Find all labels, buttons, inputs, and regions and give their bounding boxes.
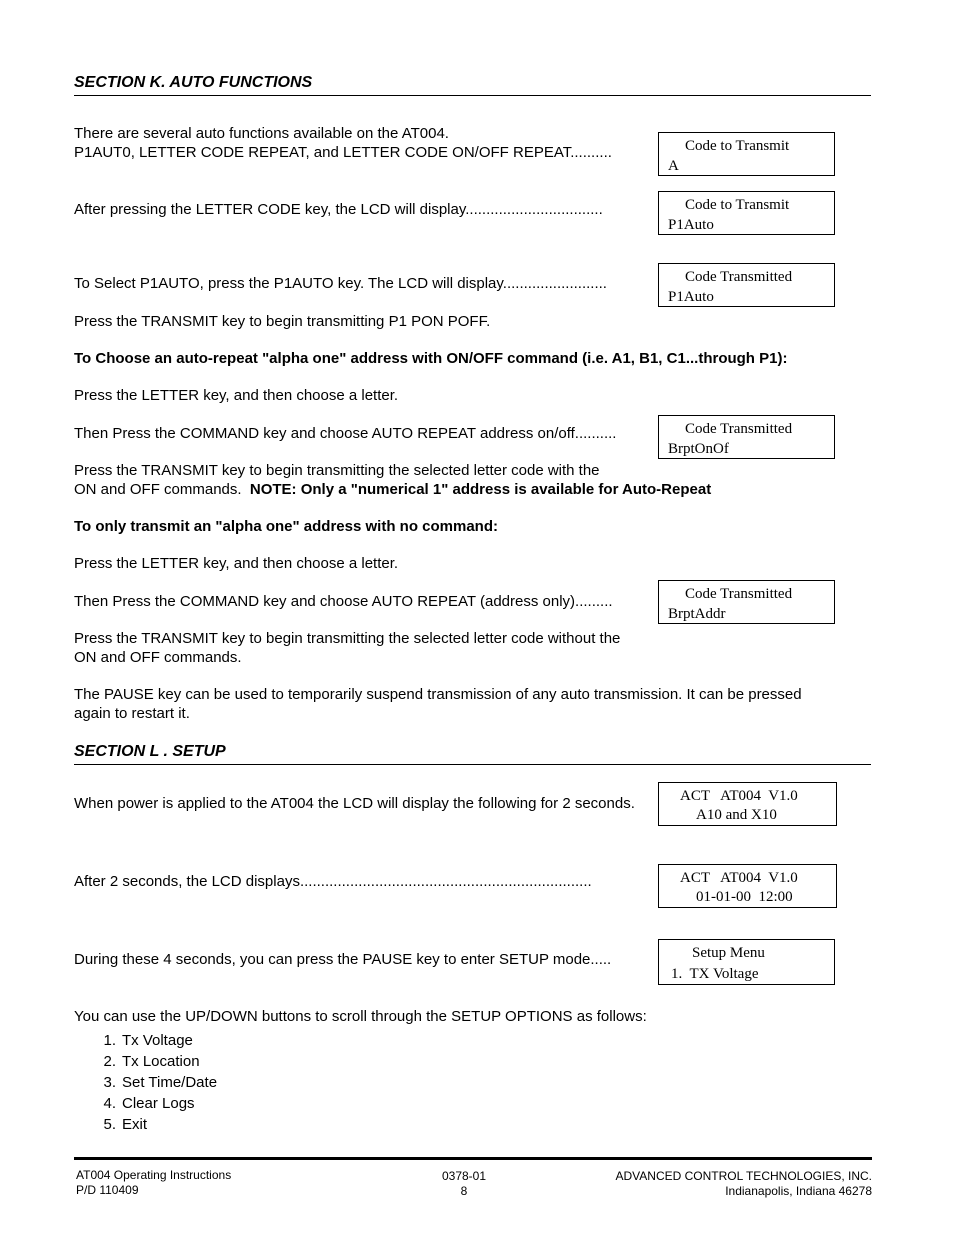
lcd-line2: P1Auto [668, 217, 714, 233]
power-on-paragraph: When power is applied to the AT004 the LCD will display the following for 2 seconds. [74, 795, 635, 812]
footer-doc-number: 0378-01 [441, 1169, 487, 1183]
list-item-label: Tx Voltage [122, 1032, 193, 1049]
after-2-seconds-paragraph: After 2 seconds, the LCD displays...................................................................... [74, 873, 592, 890]
pause-key-line1: The PAUSE key can be used to temporarily suspend transmission of any auto transmission. It can be pressed [74, 686, 802, 703]
lcd-display-code-to-transmit-a [658, 132, 835, 176]
lcd-display-brptonof [658, 415, 835, 459]
list-item-label: Tx Location [122, 1053, 200, 1070]
lcd-line1: Code Transmitted [685, 269, 793, 285]
lcd-line2: BrptAddr [668, 606, 726, 622]
enter-setup-paragraph: During these 4 seconds, you can press the PAUSE key to enter SETUP mode..... [74, 951, 612, 968]
footer-rule [74, 1157, 872, 1160]
lcd-display-date-time [658, 864, 837, 908]
select-p1auto-paragraph: To Select P1AUTO, press the P1AUTO key. The LCD will display......................... [74, 275, 607, 292]
list-item-label: Set Time/Date [122, 1074, 218, 1091]
lcd-line1: Code Transmitted [685, 421, 793, 437]
section-l-rule [74, 764, 871, 765]
lcd-line1: ACT AT004 V1.0 [680, 870, 798, 886]
lcd-line1: Code to Transmit [685, 138, 790, 154]
list-item [92, 1094, 392, 1115]
footer-doc-title: AT004 Operating Instructions [76, 1168, 232, 1182]
auto-repeat-address-paragraph: Then Press the COMMAND key and choose AUTO REPEAT (address only)......... [74, 593, 613, 610]
lcd-display-code-transmitted-p1auto [658, 263, 835, 307]
footer-company-address: Indianapolis, Indiana 46278 [725, 1184, 872, 1198]
list-item-number: 3. [103, 1074, 116, 1091]
list-item-label: Clear Logs [122, 1095, 195, 1112]
list-item [92, 1031, 392, 1052]
transmit-p1-paragraph: Press the TRANSMIT key to begin transmitting P1 PON POFF. [74, 313, 491, 330]
list-item-number: 5. [103, 1116, 116, 1133]
footer-page-number: 8 [460, 1184, 468, 1198]
transmit-onoff-line1: Press the TRANSMIT key to begin transmitting the selected letter code with the [74, 462, 600, 479]
lcd-line2: A10 and X10 [696, 807, 777, 823]
setup-options-intro: You can use the UP/DOWN buttons to scroll through the SETUP OPTIONS as follows: [74, 1008, 647, 1025]
list-item [92, 1052, 392, 1073]
section-k-intro-line2: P1AUT0, LETTER CODE REPEAT, and LETTER CODE ON/OFF REPEAT.......... [74, 144, 612, 161]
lcd-line2: BrptOnOf [668, 441, 729, 457]
lcd-line2: 1. TX Voltage [671, 966, 759, 982]
section-k-title: SECTION K. AUTO FUNCTIONS [74, 74, 313, 91]
lcd-line2: P1Auto [668, 289, 714, 305]
setup-options-list [92, 1031, 392, 1141]
auto-repeat-note: NOTE: Only a "numerical 1" address is available for Auto-Repeat [249, 481, 712, 498]
lcd-line1: ACT AT004 V1.0 [680, 788, 798, 804]
lcd-display-power-on [658, 782, 837, 826]
section-k-intro-line1: There are several auto functions available on the AT004. [74, 125, 449, 142]
list-item-label: Exit [122, 1116, 148, 1133]
lcd-line1: Code Transmitted [685, 586, 793, 602]
lcd-line2: A [668, 158, 679, 174]
footer-company-name: ADVANCED CONTROL TECHNOLOGIES, INC. [615, 1169, 872, 1183]
list-item-number: 2. [103, 1053, 116, 1070]
lcd-display-code-to-transmit-p1auto [658, 191, 835, 235]
auto-repeat-subheading: To Choose an auto-repeat "alpha one" address with ON/OFF command (i.e. A1, B1, C1...through P1): [74, 350, 788, 367]
transmit-onoff-text: ON and OFF commands. [74, 481, 250, 498]
transmit-no-command-line1: Press the TRANSMIT key to begin transmitting the selected letter code without the [74, 630, 621, 647]
letter-key-paragraph: Press the LETTER key, and then choose a letter. [74, 387, 399, 404]
lcd-display-brptaddr [658, 580, 835, 624]
auto-repeat-onoff-paragraph: Then Press the COMMAND key and choose AUTO REPEAT address on/off.......... [74, 425, 617, 442]
transmit-onoff-line2 [74, 480, 711, 499]
lcd-line2: 01-01-00 12:00 [696, 889, 793, 905]
transmit-no-command-line2: ON and OFF commands. [74, 649, 242, 666]
pause-key-line2: again to restart it. [74, 705, 190, 722]
section-l-title: SECTION L . SETUP [74, 743, 226, 760]
letter-key-paragraph-2: Press the LETTER key, and then choose a letter. [74, 555, 399, 572]
list-item-number: 1. [103, 1032, 116, 1049]
lcd-line1: Setup Menu [692, 945, 765, 961]
list-item-number: 4. [103, 1095, 116, 1112]
letter-code-paragraph: After pressing the LETTER CODE key, the LCD will display................................. [74, 201, 603, 218]
list-item [92, 1073, 392, 1094]
section-k-rule [74, 95, 871, 96]
lcd-line1: Code to Transmit [685, 197, 790, 213]
footer-part-number: P/D 110409 [76, 1183, 139, 1197]
list-item [92, 1115, 392, 1136]
lcd-display-setup-menu [658, 939, 835, 985]
alpha-only-subheading: To only transmit an "alpha one" address with no command: [74, 518, 498, 535]
